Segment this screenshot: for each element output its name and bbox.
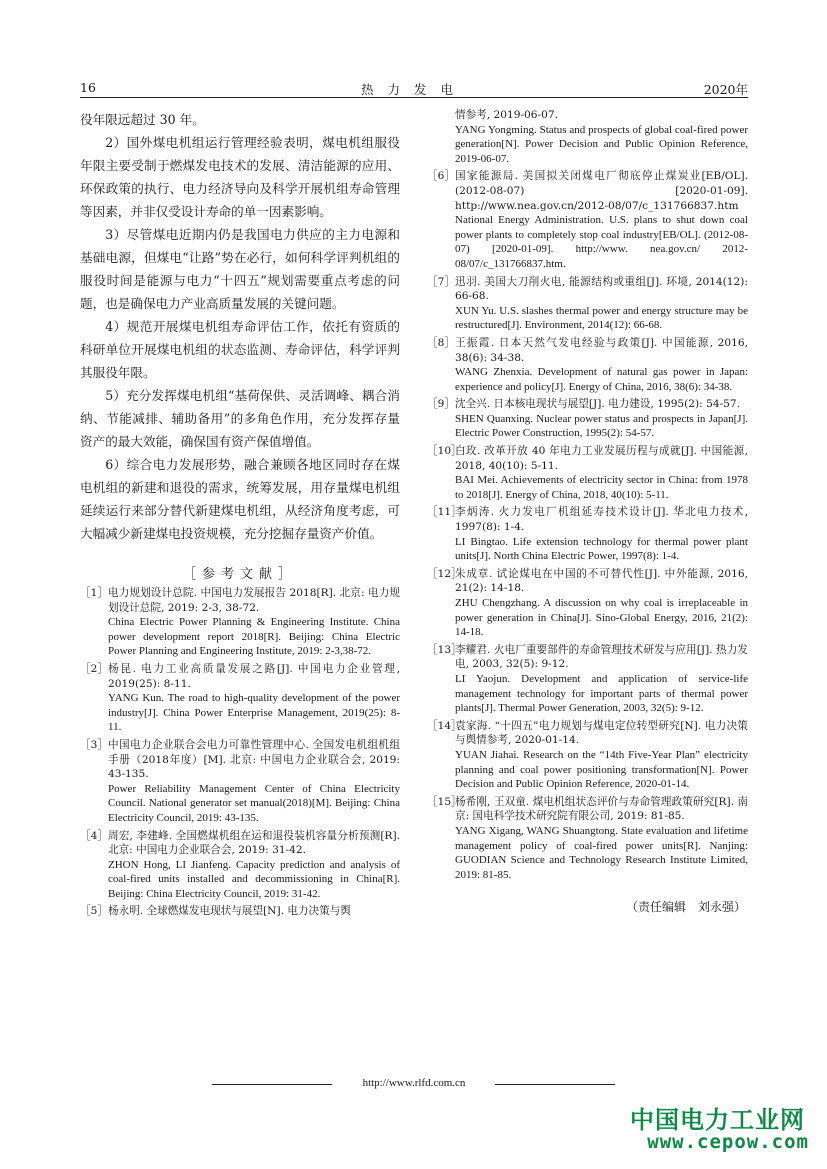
reference-number: ［11］	[427, 506, 462, 519]
reference-number: ［14］	[427, 719, 462, 732]
conclusion-paragraph: 6）综合电力发展形势，融合兼顾各地区同时存在煤电机组的新建和退役的需求，统筹发展，用存量煤电机组延续运行来部分替代新建煤电机组，从经济角度考虑，可大幅减少新建煤电投资规模，充分挖掘存量资产价值。	[80, 457, 400, 541]
reference-en: LI Yaojun. Development and application of service-life management technology for important parts of thermal power plants[J]. Thermal Power Generation, 2003, 32(5): 9-12.	[455, 672, 748, 715]
reference-number: ［15］	[427, 795, 462, 808]
reference-en: YANG Xigang, WANG Shuangtong. State evaluation and lifetime management policy of coal-fired power units[R]. Nanjing: GUODIAN Science and Technology Research Institute Limited, 2019: 81-85.	[455, 824, 748, 881]
reference-en: XUN Yu. U.S. slashes thermal power and energy structure may be restructured[J]. Environment, 2014(12): 66-68.	[455, 304, 748, 332]
reference-number: ［7］	[427, 275, 455, 288]
reference-en: ZHON Hong, LI Jianfeng. Capacity prediction and analysis of coal-fired units installed and decommissioning in China[R]. Beijing: China Electricity Council, 2019: 31-42.	[108, 858, 400, 900]
reference-number: ［12］	[427, 567, 462, 580]
reference-item	[427, 169, 748, 271]
reference-en: YANG Yongming. Status and prospects of global coal-fired power generation[N]. Power Decision and Public Opinion Reference, 2019-06-07.	[455, 123, 748, 165]
reference-en: National Energy Administration. U.S. plans to shut down coal power plants to completely stop coal industry[EB/OL]. (2012-08-07) [2020-01-09]. http://www. nea.gov.cn/ 2012-08/07/c_131766837.htm.	[455, 214, 748, 270]
reference-item	[427, 505, 748, 563]
reference-cn: 电力规划设计总院. 中国电力发展报告 2018[R]. 北京: 电力规划设计总院, 2019: 2-3, 38-72.	[108, 587, 400, 614]
reference-cn: 沈全兴. 日本核电现状与展望[J]. 电力建设, 1995(2): 54-57.	[455, 398, 741, 411]
reference-en: YANG Kun. The road to high-quality development of the power industry[J]. China Power Enterprise Management, 2019(25): 8-11.	[108, 692, 400, 734]
reference-cn: 中国电力企业联合会电力可靠性管理中心. 全国发电机组机组手册（2018年度）[M]. 北京: 中国电力企业联合会, 2019: 43-135.	[108, 738, 400, 781]
reference-item-continued	[427, 108, 748, 166]
reference-item	[427, 336, 748, 394]
reference-number: ［4］	[80, 829, 108, 842]
reference-cn: 杨永明. 全球燃煤发电现状与展望[N]. 电力决策与舆	[108, 905, 351, 918]
reference-en: BAI Mei. Achievements of electricity sector in China: from 1978 to 2018[J]. Energy of China, 2018, 40(10): 5-11.	[455, 474, 748, 501]
reference-item	[427, 567, 748, 640]
reference-item	[80, 586, 400, 659]
watermark-logo-text: 中国电力工业网	[630, 1106, 805, 1134]
reference-number: ［3］	[80, 738, 108, 751]
reference-item	[80, 829, 400, 902]
reference-item	[80, 662, 400, 735]
footer-rule-left	[212, 1084, 332, 1085]
right-column	[427, 108, 748, 915]
reference-cn: 周宏, 李建峰. 全国燃煤机组在运和退役装机容量分析预测[R]. 北京: 中国电力企业联合会, 2019: 31-42.	[108, 829, 400, 857]
reference-item	[427, 444, 748, 502]
reference-cn: 杨希刚, 王双童. 煤电机组状态评价与寿命管理政策研究[R]. 南京: 国电科学技术研究院有限公司, 2019: 81-85.	[455, 795, 748, 823]
conclusion-paragraph: 5）充分发挥煤电机组“基荷保供、灵活调峰、耦合消纳、节能减排、辅助备用”的多角色作用，充分发挥存量资产的最大效能，确保国有资产保值增值。	[80, 388, 400, 449]
reference-item	[427, 397, 748, 441]
reference-item	[80, 738, 400, 826]
reference-number: ［1］	[80, 587, 108, 599]
reference-cn: 迅羽. 美国大刀削火电, 能源结构或重组[J]. 环境, 2014(12): 66-68.	[455, 275, 748, 303]
reference-en: WANG Zhenxia. Development of natural gas power in Japan: experience and policy[J]. Energy of China, 2016, 38(6): 34-38.	[455, 366, 748, 393]
reference-item	[427, 275, 748, 333]
reference-number: ［6］	[427, 170, 455, 183]
reference-cn: 杨昆. 电力工业高质量发展之路[J]. 中国电力企业管理, 2019(25): 8-11.	[108, 662, 400, 690]
references-heading: ［参考文献］	[182, 567, 297, 582]
reference-item	[427, 795, 748, 883]
reference-en: China Electric Power Planning & Engineering Institute. China power development report 2018[R]. Beijing: China Electric Power Planning and Engineering Institute, 2019: 2-3,38-72.	[108, 616, 400, 658]
reference-item	[427, 719, 748, 792]
reference-en: LI Bingtao. Life extension technology for thermal power plant units[J]. North China Electric Power, 1997(8): 1-4.	[455, 535, 748, 563]
reference-en: ZHU Chengzhang. A discussion on why coal is irreplaceable in power generation in China[J]. Sino-Global Energy, 2016, 21(2): 14-18.	[455, 597, 748, 639]
continued-text: 役年限远超过 30 年。	[80, 112, 205, 127]
reference-number: ［8］	[427, 336, 455, 349]
reference-number: ［13］	[427, 643, 462, 656]
page-header	[80, 80, 748, 98]
watermark-url: www.cepow.com	[647, 1131, 809, 1153]
reference-item	[427, 643, 748, 716]
page-footer	[0, 1077, 827, 1091]
journal-url: http://www.rlfd.com.cn	[362, 1077, 466, 1089]
reference-en: YUAN Jiahai. Research on the “14th Five-Year Plan” electricity planning and coal power positioning transformation[N]. Power Decision and Public Opinion Reference, 2020-01-14.	[455, 748, 748, 791]
conclusion-paragraph: 2）国外煤电机组运行管理经验表明，煤电机组服役年限主要受制于燃煤发电技术的发展、清洁能源的应用、环保政策的执行、电力经济导向及科学开展机组寿命管理等因素，并非仅受设计寿命的单一因素影响。	[80, 135, 400, 219]
publication-year: 2020年	[703, 82, 748, 97]
reference-en: SHEN Quanxing. Nuclear power status and prospects in Japan[J]. Electric Power Construction, 1995(2): 54-57.	[455, 412, 748, 440]
reference-number: ［2］	[80, 662, 108, 675]
reference-cn: 国家能源局. 美国拟关闭煤电厂彻底停止煤炭业[EB/OL]. (2012-08-07) [2020-01-09]. http://www.nea.gov.cn/2012-08/07/c_131766837.htm	[455, 170, 748, 212]
reference-en: Power Reliability Management Center of China Electricity Council. National generator set manual(2018)[M]. Beijing: China Electricity Council, 2019: 43-135.	[108, 782, 400, 824]
conclusion-paragraph: 4）规范开展煤电机组寿命评估工作，依托有资质的科研单位开展煤电机组的状态监测、寿命评估，科学评判其服役年限。	[80, 319, 400, 380]
reference-number: ［10］	[427, 445, 462, 458]
journal-title: 热力发电	[360, 82, 467, 97]
footer-rule-right	[495, 1084, 615, 1085]
conclusion-paragraph: 3）尽管煤电近期内仍是我国电力供应的主力电源和基础电源，但煤电“让路”势在必行，如何科学评判机组的服役时间是能源与电力“十四五”规划需要重点考虑的问题，也是确保电力产业高质量发展的关键问题。	[80, 227, 400, 311]
reference-cn: 李耀君. 火电厂重要部件的寿命管理技术研发与应用[J]. 热力发电, 2003, 32(5): 9-12.	[455, 643, 748, 671]
reference-cn: 李炳涛. 火力发电厂机组延寿技术设计[J]. 华北电力技术, 1997(8): 1-4.	[455, 506, 748, 534]
left-column	[80, 108, 400, 922]
reference-item	[80, 904, 400, 919]
page-number: 16	[80, 80, 96, 95]
reference-cn: 王振霞. 日本天然气发电经验与政策[J]. 中国能源, 2016, 38(6): 34-38.	[455, 336, 748, 364]
header-rule	[80, 97, 748, 98]
reference-cn: 袁家海. “十四五”电力规划与煤电定位转型研究[N]. 电力决策与舆情参考, 2020-01-14.	[455, 719, 748, 747]
reference-number: ［5］	[80, 905, 108, 918]
reference-number: ［9］	[427, 398, 455, 411]
reference-cn: 朱成章. 试论煤电在中国的不可替代性[J]. 中外能源, 2016, 21(2): 14-18.	[455, 567, 748, 595]
reference-cn: 白玫. 改革开放 40 年电力工业发展历程与成就[J]. 中国能源, 2018, 40(10): 5-11.	[455, 445, 748, 472]
editor-note: （责任编辑 刘永强）	[625, 900, 746, 915]
reference-cn: 情参考, 2019-06-07.	[455, 109, 558, 121]
